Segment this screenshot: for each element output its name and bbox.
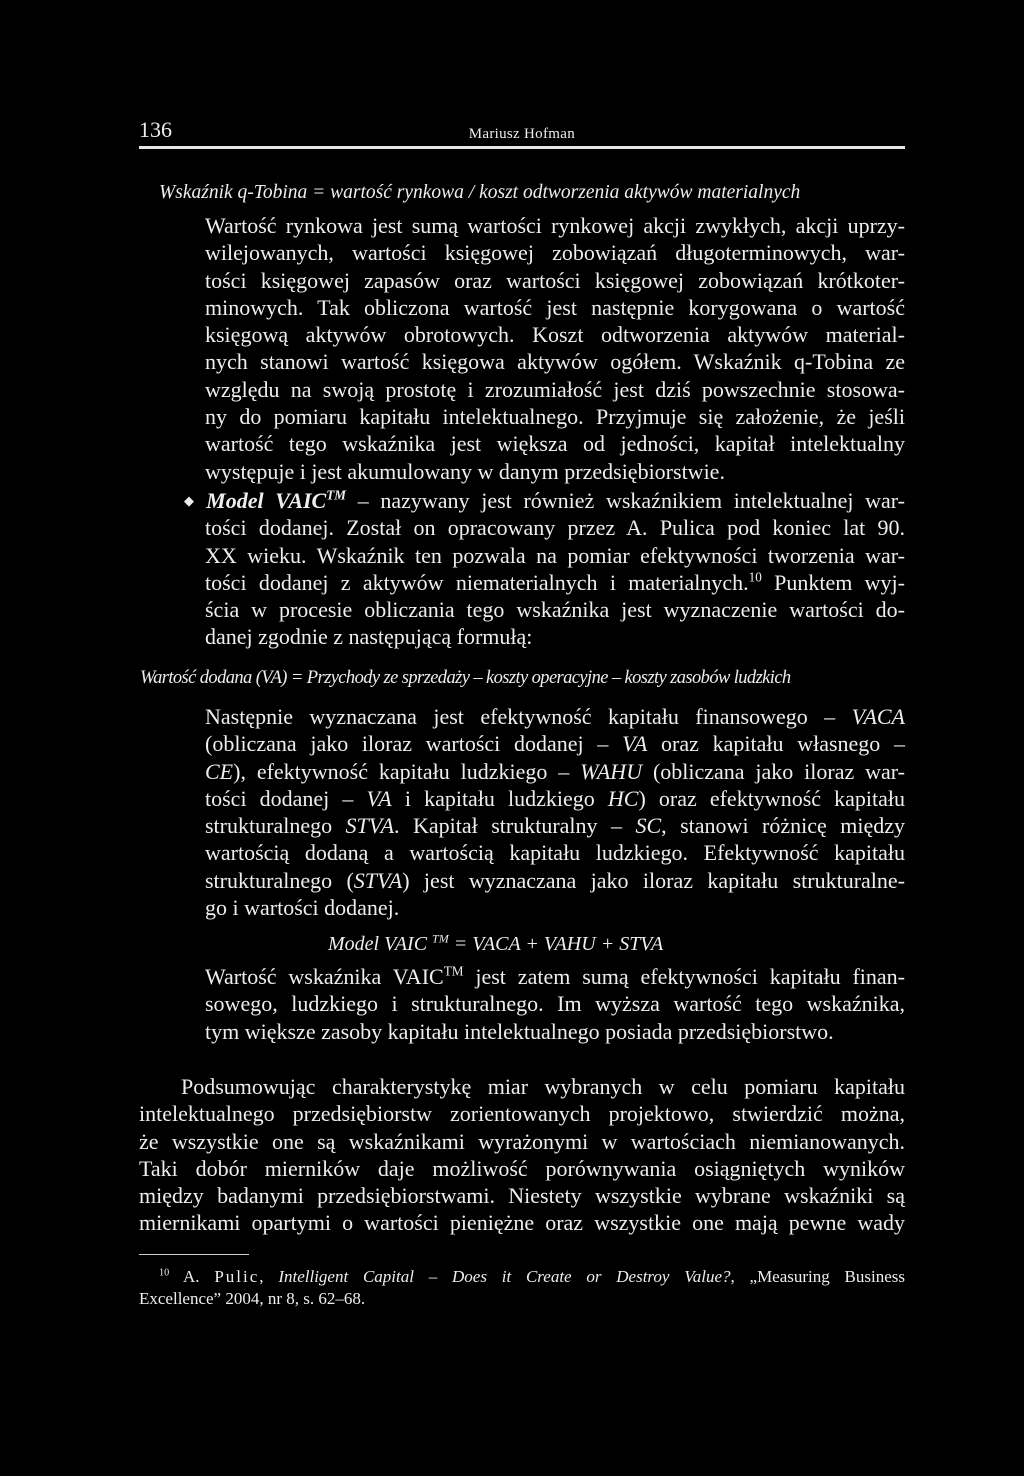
text-line: między badanymi przedsiębiorstwami. Niestety wszystkie wybrane wskaźniki są: [139, 1183, 905, 1209]
paragraph-summary: [139, 1073, 905, 1237]
text-line: sowego, ludzkiego i strukturalnego. Im wyższa wartość tego wskaźnika,: [205, 991, 905, 1017]
page-number: 136: [139, 117, 172, 142]
term-stva: STVA: [353, 867, 403, 893]
text-fragment: strukturalnego: [205, 813, 346, 839]
footnote-10: [139, 1266, 905, 1310]
text-fragment: , „Measuring Business: [730, 1267, 906, 1286]
text-line: go i wartości dodanej.: [205, 895, 400, 921]
text-fragment: Punktem wyj-: [761, 569, 905, 595]
tm-mark: TM: [443, 963, 464, 979]
text-fragment: – nazywany jest również wskaźnikiem intelektualnej war-: [346, 488, 905, 513]
text-line: XX wieku. Wskaźnik ten pozwala na pomiar efektywności tworzenia war-: [205, 542, 905, 568]
text-fragment: . Kapitał strukturalny –: [394, 813, 636, 839]
text-line: wartością dodaną a wartością kapitału ludzkiego. Efektywność kapitału: [205, 840, 905, 866]
term-va: VA: [622, 731, 648, 757]
term-vaca: VACA: [851, 704, 905, 729]
text-line: Excellence” 2004, nr 8, s. 62–68.: [139, 1289, 366, 1308]
text-line: ścia w procesie obliczania tego wskaźnika jest wyznaczenie wartości do-: [205, 597, 905, 623]
text-fragment: tości dodanej z aktywów niematerialnych i materialnych.: [205, 569, 749, 595]
text-line: tości dodanej. Został on opracowany przez A. Pulica pod koniec lat 90.: [205, 515, 905, 541]
bullet-model-vaic: [184, 487, 905, 514]
text-line: [205, 703, 905, 730]
text-fragment: ,: [259, 1267, 279, 1286]
text-line: [205, 758, 905, 785]
text-fragment: strukturalnego (: [205, 867, 354, 893]
text-fragment: ) oraz efektywność kapitału: [638, 785, 905, 811]
footnote-ref-10: 10: [748, 569, 762, 585]
tm-mark: TM: [326, 487, 347, 503]
paragraph-efficiency: [205, 703, 905, 921]
bullet-model-vaic-body: [205, 514, 905, 650]
text-line: występuje i jest akumulowany w danym przedsiębiorstwie.: [205, 458, 725, 484]
diamond-bullet-icon: ◆: [184, 493, 201, 508]
text-line: danej zgodnie z następującą formułą:: [205, 624, 533, 650]
term-sc: SC: [635, 813, 662, 839]
text-fragment: oraz kapitału własnego –: [647, 731, 905, 757]
text-line: intelektualnego przedsiębiorstw zorientowanych projektowo, stwierdzić można,: [139, 1101, 905, 1127]
footnote-title: Intelligent Capital – Does it Create or Destroy Value?: [278, 1267, 731, 1286]
model-vaic-label: Model VAIC: [206, 488, 327, 513]
text-line: [184, 487, 905, 514]
paragraph-market-value: [205, 212, 905, 485]
footnote-author: Pulic: [214, 1267, 260, 1286]
text-line: tym większe zasoby kapitału intelektualnego posiada przedsiębiorstwo.: [205, 1018, 834, 1044]
text-fragment: i kapitału ludzkiego: [391, 785, 608, 811]
footnote-divider: [139, 1254, 249, 1255]
text-fragment: = VACA + VAHU + STVA: [448, 933, 664, 955]
text-line: [205, 730, 905, 757]
text-line: księgową aktywów obrotowych. Koszt odtworzenia aktywów material-: [205, 322, 905, 348]
tm-mark: TM: [432, 931, 449, 946]
text-line: [205, 963, 905, 990]
text-fragment: Model VAIC: [328, 933, 433, 955]
paragraph-vaic-value: [205, 963, 905, 1045]
text-fragment: ) jest wyznaczana jako iloraz kapitału strukturalne-: [402, 867, 905, 893]
text-line: [205, 785, 905, 812]
footnote-number: 10: [159, 1267, 170, 1279]
text-line: Wartość rynkowa jest sumą wartości rynkowej akcji zwykłych, akcji uprzy-: [205, 213, 905, 238]
term-hc: HC: [607, 785, 639, 811]
text-fragment: (obliczana jako iloraz war-: [642, 758, 905, 784]
term-ce: CE: [205, 758, 234, 784]
text-line: [205, 812, 905, 839]
text-line: że wszystkie one są wskaźnikami wyrażonymi w wartościach niemianowanych.: [139, 1128, 905, 1154]
term-wahu: WAHU: [580, 758, 643, 784]
text-line: miernikami opartymi o wartości pieniężne oraz wszystkie one mają pewne wady: [139, 1210, 905, 1236]
term-stva: STVA: [345, 813, 395, 839]
text-fragment: (obliczana jako iloraz wartości dodanej –: [205, 731, 623, 757]
text-line: ny do pomiaru kapitału intelektualnego. Przyjmuje się założenie, że jeśli: [205, 404, 905, 430]
text-line: względu na swoją prostotę i zrozumiałość jest dziś powszechnie stosowa-: [205, 376, 905, 402]
formula-vaic: [328, 932, 663, 956]
text-fragment: Wartość wskaźnika VAIC: [205, 964, 444, 989]
text-fragment: Następnie wyznaczana jest efektywność kapitału finansowego –: [205, 704, 852, 729]
text-fragment: , stanowi różnicę między: [661, 813, 905, 839]
text-line: Taki dobór mierników daje możliwość porównywania osiągniętych wyników: [139, 1155, 905, 1181]
running-head-author: Mariusz Hofman: [468, 126, 575, 142]
text-fragment: tości dodanej –: [205, 785, 367, 811]
text-line: minowych. Tak obliczona wartość jest następnie korygowana o wartość: [205, 294, 905, 320]
text-line: Podsumowując charakterystykę miar wybranych w celu pomiaru kapitału: [181, 1074, 905, 1099]
term-va: VA: [366, 785, 392, 811]
formula-q-tobin: Wskaźnik q-Tobina = wartość rynkowa / koszt odtworzenia aktywów materialnych: [159, 182, 801, 203]
text-line: wartość tego wskaźnika jest większa od jedności, kapitał intelektualny: [205, 431, 905, 457]
text-line: nych stanowi wartość księgowa aktywów ogółem. Wskaźnik q-Tobina ze: [205, 349, 905, 375]
text-line: [205, 867, 905, 894]
text-line: tości księgowej zapasów oraz wartości księgowej zobowiązań krótkoter-: [205, 267, 905, 293]
page-header: [139, 118, 905, 149]
text-fragment: A.: [183, 1267, 215, 1286]
text-line: [139, 1266, 905, 1288]
text-line: wilejowanych, wartości księgowej zobowiązań długoterminowych, war-: [205, 240, 905, 266]
text-fragment: jest zatem sumą efektywności kapitału finan-: [463, 964, 905, 989]
text-line: [205, 569, 905, 596]
formula-value-added: Wartość dodana (VA) = Przychody ze sprzedaży – koszty operacyjne – koszty zasobów ludzkich: [140, 668, 791, 688]
text-fragment: ), efektywność kapitału ludzkiego –: [233, 758, 581, 784]
